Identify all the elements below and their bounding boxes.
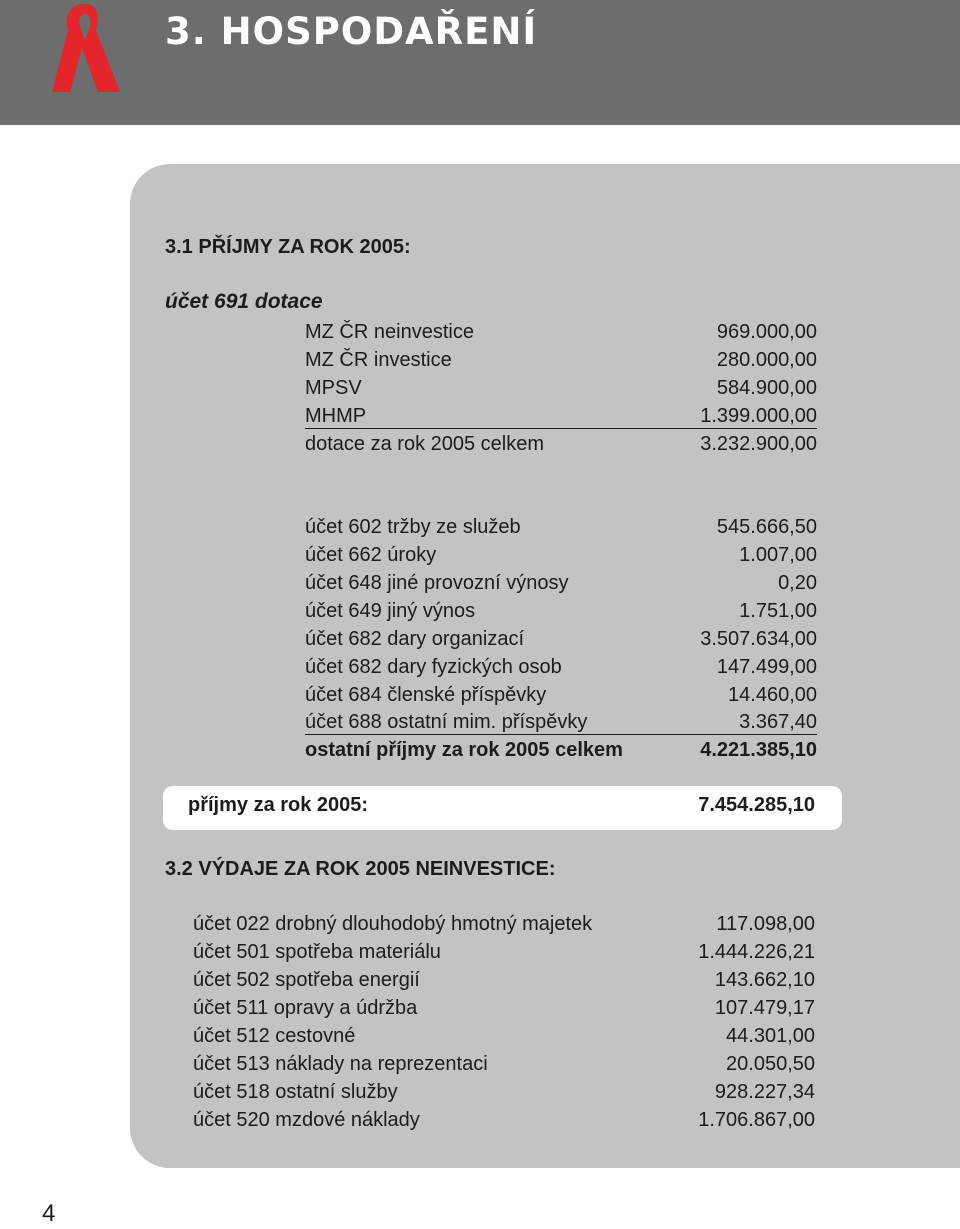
row-label: účet 513 náklady na reprezentaci bbox=[193, 1053, 488, 1075]
subsidy-row bbox=[305, 402, 817, 429]
row-value: 0,20 bbox=[778, 572, 817, 594]
row-value: 3.367,40 bbox=[739, 711, 817, 733]
chapter-title: 3. HOSPODAŘENÍ bbox=[165, 10, 538, 53]
row-label: účet 688 ostatní mim. příspěvky bbox=[305, 711, 588, 733]
row-label: MZ ČR investice bbox=[305, 349, 452, 371]
row-label: účet 518 ostatní služby bbox=[193, 1081, 398, 1103]
row-value: 4.221.385,10 bbox=[700, 739, 817, 761]
expense-row bbox=[193, 994, 815, 1022]
row-label: účet 682 dary organizací bbox=[305, 628, 525, 650]
expenses-heading: 3.2 VÝDAJE ZA ROK 2005 NEINVESTICE: bbox=[165, 858, 556, 880]
subsidy-heading: účet 691 dotace bbox=[165, 290, 323, 313]
row-value: 14.460,00 bbox=[728, 684, 817, 706]
row-label: účet 511 opravy a údržba bbox=[193, 997, 418, 1019]
row-value: 3.232.900,00 bbox=[700, 433, 817, 455]
income-row bbox=[305, 653, 817, 681]
row-label: účet 501 spotřeba materiálu bbox=[193, 941, 441, 963]
row-label: účet 682 dary fyzických osob bbox=[305, 656, 562, 678]
row-value: 20.050,50 bbox=[726, 1053, 815, 1075]
red-ribbon-logo bbox=[40, 0, 130, 100]
chapter-header bbox=[0, 0, 960, 125]
subsidy-row bbox=[305, 318, 817, 346]
row-label: účet 520 mzdové náklady bbox=[193, 1109, 420, 1131]
grand-total-value: 7.454.285,10 bbox=[698, 794, 815, 816]
row-label: účet 022 drobný dlouhodobý hmotný majetek bbox=[193, 913, 593, 935]
row-label: účet 662 úroky bbox=[305, 544, 437, 566]
row-value: 1.751,00 bbox=[739, 600, 817, 622]
subsidy-row bbox=[305, 346, 817, 374]
row-label: MHMP bbox=[305, 405, 367, 427]
expense-row bbox=[193, 1106, 815, 1134]
row-value: 545.666,50 bbox=[716, 516, 817, 538]
income-row bbox=[305, 541, 817, 569]
row-value: 280.000,00 bbox=[716, 349, 817, 371]
row-value: 1.007,00 bbox=[739, 544, 817, 566]
row-label: účet 512 cestovné bbox=[193, 1025, 356, 1047]
row-value: 147.499,00 bbox=[716, 656, 817, 678]
row-value: 117.098,00 bbox=[716, 913, 815, 935]
row-value: 928.227,34 bbox=[714, 1081, 815, 1103]
income-row bbox=[305, 569, 817, 597]
other-income-total-row bbox=[305, 736, 817, 764]
expense-row bbox=[193, 910, 815, 938]
row-value: 584.900,00 bbox=[716, 377, 817, 399]
row-value: 1.444.226,21 bbox=[698, 941, 815, 963]
expense-row bbox=[193, 1050, 815, 1078]
income-row bbox=[305, 513, 817, 541]
expense-row bbox=[193, 966, 815, 994]
row-value: 44.301,00 bbox=[726, 1025, 815, 1047]
income-row bbox=[305, 625, 817, 653]
page-number: 4 bbox=[42, 1200, 56, 1227]
row-label: ostatní příjmy za rok 2005 celkem bbox=[305, 739, 623, 761]
income-grand-total bbox=[163, 786, 842, 830]
row-label: účet 684 členské příspěvky bbox=[305, 684, 547, 706]
row-label: dotace za rok 2005 celkem bbox=[305, 433, 545, 455]
row-value: 1.399.000,00 bbox=[700, 405, 817, 427]
expense-row bbox=[193, 1078, 815, 1106]
row-value: 143.662,10 bbox=[714, 969, 815, 991]
row-label: účet 602 tržby ze služeb bbox=[305, 516, 521, 538]
expense-row bbox=[193, 1022, 815, 1050]
row-value: 1.706.867,00 bbox=[698, 1109, 815, 1131]
income-row bbox=[305, 708, 817, 735]
subsidy-row bbox=[305, 374, 817, 402]
row-value: 3.507.634,00 bbox=[700, 628, 817, 650]
row-value: 107.479,17 bbox=[714, 997, 815, 1019]
row-label: MZ ČR neinvestice bbox=[305, 321, 474, 343]
income-heading: 3.1 PŘÍJMY ZA ROK 2005: bbox=[165, 236, 411, 258]
row-label: MPSV bbox=[305, 377, 362, 399]
grand-total-label: příjmy za rok 2005: bbox=[188, 794, 369, 816]
income-row bbox=[305, 681, 817, 709]
row-label: účet 648 jiné provozní výnosy bbox=[305, 572, 569, 594]
expense-row bbox=[193, 938, 815, 966]
row-label: účet 649 jiný výnos bbox=[305, 600, 476, 622]
income-row bbox=[305, 597, 817, 625]
subsidies-total-row bbox=[305, 430, 817, 458]
row-value: 969.000,00 bbox=[716, 321, 817, 343]
row-label: účet 502 spotřeba energií bbox=[193, 969, 420, 991]
